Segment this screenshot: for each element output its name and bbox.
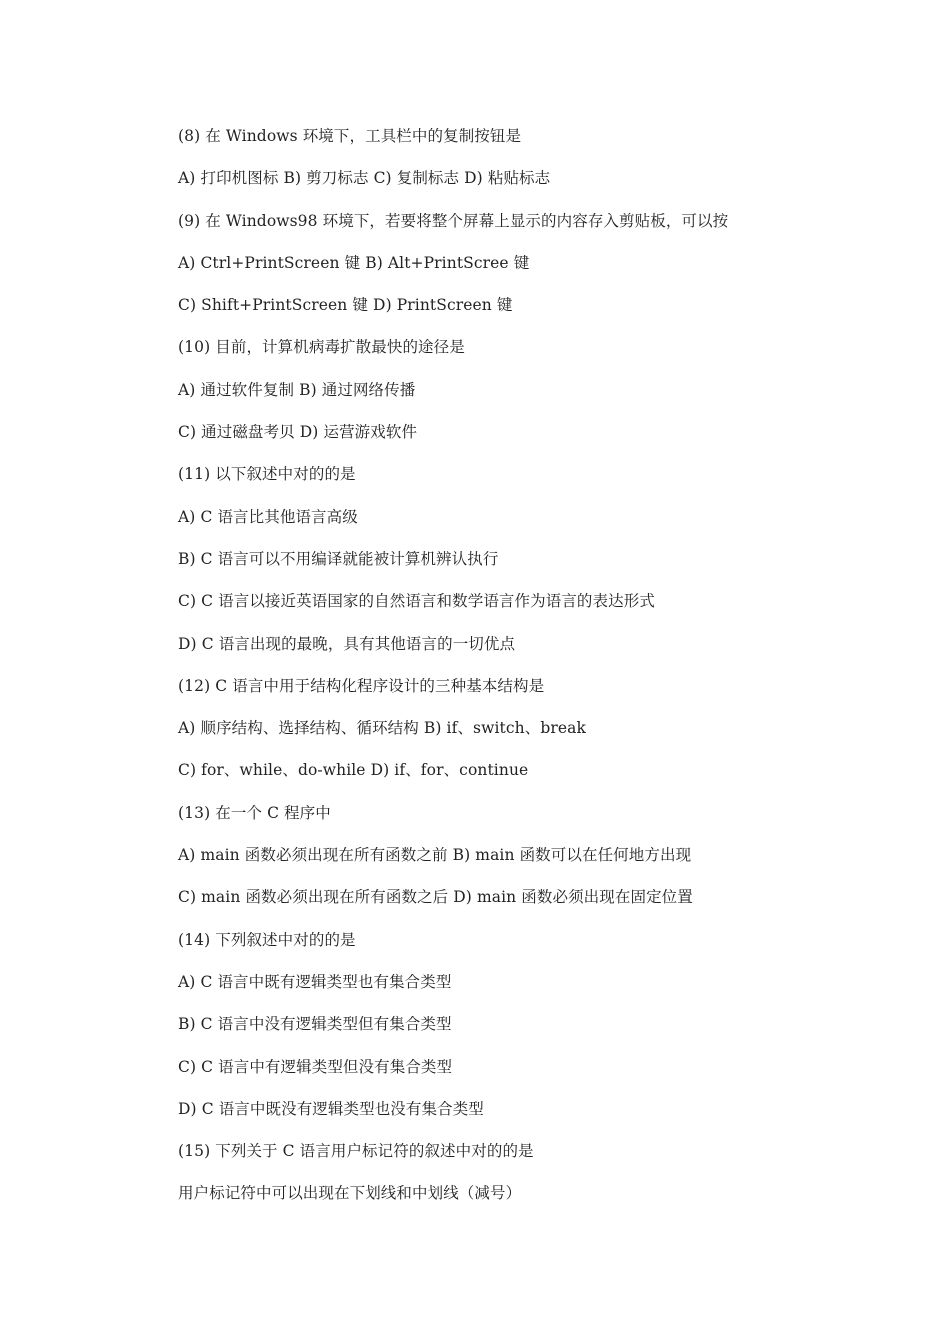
question-12-options-ab: A) 顺序结构、选择结构、循环结构 B) if、switch、break [178,719,586,738]
question-14-option-a: A) C 语言中既有逻辑类型也有集合类型 [178,972,452,991]
question-14-text: (14) 下列叙述中对的的是 [178,930,356,949]
question-9-text: (9) 在 Windows98 环境下，若要将整个屏幕上显示的内容存入剪贴板，可以按 [178,211,729,230]
question-14-option-d: D) C 语言中既没有逻辑类型也没有集合类型 [178,1099,484,1118]
question-9-options-ab: A) Ctrl+PrintScreen 键 B) Alt+PrintScree 键 [178,253,530,272]
question-11-option-d: D) C 语言出现的最晚，具有其他语言的一切优点 [178,634,516,653]
question-8-options: A) 打印机图标 B) 剪刀标志 C) 复制标志 D) 粘贴标志 [178,169,551,188]
question-12-options-cd: C) for、while、do-while D) if、for、continue [178,761,529,780]
question-8-text: (8) 在 Windows 环境下，工具栏中的复制按钮是 [178,127,522,145]
document-body [178,125,898,1225]
question-11-text: (11) 以下叙述中对的的是 [178,465,356,484]
question-14-option-b: B) C 语言中没有逻辑类型但有集合类型 [178,1015,452,1034]
question-12-text: (12) C 语言中用于结构化程序设计的三种基本结构是 [178,676,545,695]
question-13-text: (13) 在一个 C 程序中 [178,803,331,822]
question-11-option-b: B) C 语言可以不用编译就能被计算机辨认执行 [178,549,499,568]
question-10-options-cd: C) 通过磁盘考贝 D) 运营游戏软件 [178,423,418,442]
question-14-option-c: C) C 语言中有逻辑类型但没有集合类型 [178,1057,453,1076]
question-11-option-c: C) C 语言以接近英语国家的自然语言和数学语言作为语言的表达形式 [178,592,655,611]
question-9-options-cd: C) Shift+PrintScreen 键 D) PrintScreen 键 [178,296,513,315]
question-15-text: (15) 下列关于 C 语言用户标记符的叙述中对的的是 [178,1142,534,1161]
question-10-options-ab: A) 通过软件复制 B) 通过网络传播 [178,380,416,399]
question-13-options-ab: A) main 函数必须出现在所有函数之前 B) main 函数可以在任何地方出现 [178,846,692,865]
question-13-options-cd: C) main 函数必须出现在所有函数之后 D) main 函数必须出现在固定位置 [178,888,693,907]
question-10-text: (10) 目前，计算机病毒扩散最快的途径是 [178,338,465,357]
question-11-option-a: A) C 语言比其他语言高级 [178,507,358,526]
question-15-option-a: 用户标记符中可以出现在下划线和中划线（减号） [178,1184,522,1203]
